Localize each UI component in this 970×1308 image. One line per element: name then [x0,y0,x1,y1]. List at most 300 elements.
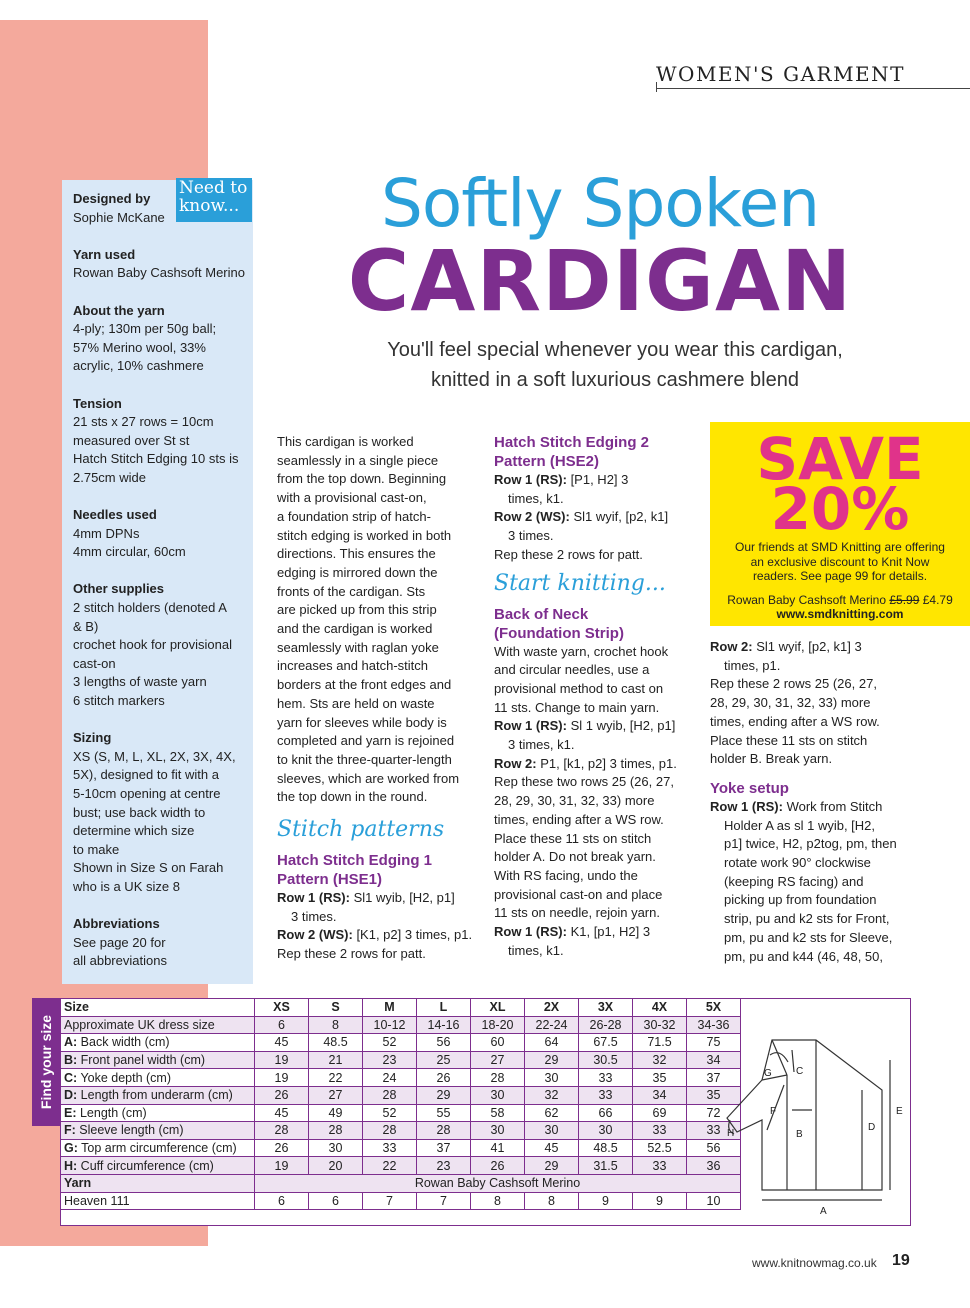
table-row [61,1034,741,1052]
table-cell: 36 [687,1157,741,1175]
row-label: Row 1 (RS): [710,798,783,814]
intro-paragraph [277,433,477,807]
info-line: Shown in Size S on Farah [73,860,224,876]
yoke-setup-heading: Yoke setup [710,779,789,797]
row-key: A: [64,1035,78,1050]
table-cell: 23 [363,1051,417,1069]
neck-row2 [494,755,694,774]
hse1-heading [277,851,477,889]
table-cell: 52.5 [633,1139,687,1157]
size-table [60,998,741,1210]
diagram-label-e: E [896,1106,903,1117]
strip-row2-cont: times, p1. [724,657,781,673]
diagram-label-a: A [820,1206,827,1217]
table-cell: 26 [255,1139,309,1157]
info-section [73,729,253,896]
paragraph-line: rotate work 90° clockwise [724,855,871,871]
table-cell: 41 [471,1139,525,1157]
info-line: & B) [73,618,99,634]
info-line: See page 20 for [73,934,166,950]
paragraph-line: provisional cast-on and place [494,886,663,902]
header-cell: Size [61,999,255,1017]
table-row [61,1157,741,1175]
table-cell: 14-16 [417,1016,471,1034]
row-text: Sl1 wyib, [H2, p1] [349,890,455,906]
table-cell: 33 [687,1122,741,1140]
header-cell: L [417,999,471,1017]
table-cell: 37 [687,1069,741,1087]
hse2-row1 [494,471,694,490]
intro-line: sleeves, which are worked from [277,770,460,786]
table-cell: 56 [687,1139,741,1157]
row-text: P1, [k1, p2] 3 times, p1. [536,755,677,771]
paragraph-line: and circular needles, use a [494,662,650,678]
row-label: Yoke depth (cm) [77,1070,172,1085]
back-of-neck-heading-line: (Foundation Strip) [494,624,624,642]
paragraph-line: Rep these 2 rows 25 (26, 27, [710,676,877,692]
table-cell: 25 [417,1051,471,1069]
info-line: cast-on [73,655,116,671]
row-label-cell [61,1034,255,1052]
intro-line: with a provisional cast-on, [277,490,427,506]
hse2-repeat: Rep these 2 rows for patt. [494,546,643,562]
info-line: who is a UK size 8 [73,878,180,894]
info-section [73,395,253,488]
paragraph-line: strip, pu and k2 sts for Front, [724,911,890,927]
table-cell: 24 [363,1069,417,1087]
table-cell: 48.5 [579,1139,633,1157]
table-cell: 6 [255,1016,309,1034]
paragraph-line: Place these 11 sts on stitch [494,830,652,846]
row-label: Row 1 (RS): [494,472,567,487]
table-row [61,1051,741,1069]
table-cell: 71.5 [633,1034,687,1052]
table-cell: 66 [579,1104,633,1122]
paragraph-line: 28, 29, 30, 31, 32, 33) more [494,793,655,809]
table-cell: 10-12 [363,1016,417,1034]
row-label: Front panel width (cm) [77,1053,206,1068]
info-line: to make [73,841,120,857]
strip-row2 [710,638,920,657]
header-cell: S [309,999,363,1017]
table-cell: 7 [363,1192,417,1210]
row-label: Approximate UK dress size [64,1017,215,1032]
table-cell: 6 [309,1192,363,1210]
info-line: 4mm circular, 60cm [73,544,186,560]
info-line: bust; use back width to [73,804,206,820]
intro-line: directions. This ensures the [277,546,436,562]
hse2-heading [494,433,694,471]
info-line: 4mm DPNs [73,525,140,541]
table-cell: 48.5 [309,1034,363,1052]
paragraph-line: picking up from foundation [724,892,877,908]
promo-new-price: £4.79 [922,592,953,607]
intro-line: and the cardigan is worked [277,621,433,637]
subtitle [320,335,910,395]
table-cell: 34 [687,1051,741,1069]
back-of-neck-heading [494,605,694,643]
table-header-row [61,999,741,1017]
intro-line: seamlessly with raglan yoke [277,639,439,655]
row-key: C: [64,1070,78,1085]
table-cell: 26 [471,1157,525,1175]
row-text: Sl1 wyif, [p2, k1] [569,509,669,525]
table-row [61,1069,741,1087]
info-heading: Abbreviations [73,916,160,932]
promo-product: Rowan Baby Cashsoft Merino [727,592,886,607]
row-label: Cuff circumference (cm) [77,1158,214,1173]
paragraph-line: Rep these two rows 25 (26, 27, [494,774,674,790]
header-cell: 5X [687,999,741,1017]
hse1-heading-line: Hatch Stitch Edging 1 [277,852,433,870]
dim-c [792,1050,794,1072]
promo-price [710,593,970,608]
header-cell: M [363,999,417,1017]
paragraph-line: pm, pu and k2 sts for Sleeve, [724,929,893,945]
hse1-row1-cont: 3 times. [291,908,337,924]
table-cell: 22 [309,1069,363,1087]
promo-url[interactable]: www.smdknitting.com [776,607,904,621]
neck-row1-cont: 3 times, k1. [508,737,575,753]
colour-label: Heaven 111 [61,1192,255,1210]
table-cell: 27 [471,1051,525,1069]
yoke-row1-cont [710,817,920,967]
promo-line: Our friends at SMD Knitting are offering [735,540,945,554]
intro-line: yarn for sleeves while body is [277,714,447,730]
info-section [73,915,253,971]
info-line: Rowan Baby Cashsoft Merino [73,265,245,281]
paragraph-line: holder A. Do not break yarn. [494,849,656,865]
row-label-cell [61,1122,255,1140]
yarn-row [61,1174,741,1192]
row-key: G: [64,1141,78,1156]
hse2-row2 [494,508,694,527]
intro-line: a foundation strip of hatch- [277,508,431,524]
paragraph-line: holder B. Break yarn. [710,751,833,767]
table-cell: 55 [417,1104,471,1122]
info-heading: Designed by [73,191,151,206]
diagram-label-c: C [796,1066,804,1077]
table-cell: 28 [417,1122,471,1140]
back-of-neck-paragraph [494,643,694,718]
table-cell: 30 [471,1122,525,1140]
info-line: 2 stitch holders (denoted A [73,600,227,616]
intro-line: fronts of the cardigan. Sts [277,583,426,599]
title-line-2: CARDIGAN [347,232,853,330]
column-3 [710,638,920,966]
table-cell: 19 [255,1051,309,1069]
row-label-cell [61,1139,255,1157]
paragraph-line: 11 sts. Change to main yarn. [494,699,660,715]
table-cell: 69 [633,1104,687,1122]
table-cell: 26-28 [579,1016,633,1034]
table-cell: 58 [471,1104,525,1122]
table-cell: 30.5 [579,1051,633,1069]
table-cell: 37 [417,1139,471,1157]
table-cell: 33 [363,1139,417,1157]
table-row [61,1016,741,1034]
row-label-cell [61,1086,255,1104]
intro-line: edging is mirrored down the [277,564,438,580]
info-heading: Needles used [73,507,157,523]
paragraph-line: (keeping RS facing) and [724,873,864,889]
column-2 [494,433,694,960]
info-section [73,246,253,283]
info-section [73,580,253,710]
back-of-neck-heading-line: Back of Neck [494,605,589,623]
page-number: 19 [892,1252,910,1269]
info-section [73,302,253,376]
footer-url[interactable]: www.knitnowmag.co.uk [752,1256,877,1270]
table-cell: 26 [417,1069,471,1087]
subtitle-line-1: You'll feel special whenever you wear this cardigan, [387,339,843,361]
info-line: acrylic, 10% cashmere [73,358,204,374]
intro-line: stitch edging is worked in both [277,527,452,543]
info-line: 5X), designed to fit with a [73,767,219,783]
intro-line: This cardigan is worked [277,434,414,449]
table-cell: 26 [255,1086,309,1104]
neck-row1-second-cont: times, k1. [508,942,564,958]
table-cell: 52 [363,1034,417,1052]
table-cell: 45 [525,1139,579,1157]
hse2-heading-line: Hatch Stitch Edging 2 [494,434,650,451]
info-line: Sophie McKane [73,209,165,225]
info-heading: Yarn used [73,246,136,262]
paragraph-line: Place these 11 sts on stitch [710,732,868,748]
row-text: Sl 1 wyib, [H2, p1] [566,718,676,734]
row-label-cell [61,1051,255,1069]
table-cell: 8 [471,1192,525,1210]
table-cell: 64 [525,1034,579,1052]
need-to-know-badge: Need to know... [176,178,252,222]
subtitle-line-2: knitted in a soft luxurious cashmere blend [431,369,799,391]
column-1 [277,433,477,964]
yoke-row1 [710,798,920,817]
intro-line: borders at the front edges and [277,677,452,693]
info-heading: Sizing [73,730,112,746]
table-cell: 30 [579,1122,633,1140]
row-text: [P1, H2] 3 [566,472,629,487]
intro-line: completed and yarn is rejoined [277,733,455,749]
paragraph-line: times, ending after a WS row. [494,811,664,827]
row-label-cell [61,1016,255,1034]
need-to-know-text [73,190,253,990]
table-cell: 67.5 [579,1034,633,1052]
diagram-label-b: B [796,1129,803,1140]
table-cell: 18-20 [471,1016,525,1034]
neck-row1 [494,717,694,736]
table-cell: 35 [687,1086,741,1104]
row-text: Sl1 wyif, [p2, k1] 3 [752,639,862,654]
table-cell: 8 [309,1016,363,1034]
row-key: F: [64,1123,76,1138]
table-cell: 45 [255,1104,309,1122]
neck-repeat-paragraph [494,773,694,923]
info-heading: Other supplies [73,581,165,597]
diagram-label-h: H [727,1128,735,1139]
info-heading: Tension [73,395,122,411]
table-cell: 28 [309,1122,363,1140]
info-line: all abbreviations [73,953,167,969]
info-line: 57% Merino wool, 33% [73,339,206,355]
table-cell: 20 [309,1157,363,1175]
save-percent: 20% [770,475,910,543]
paragraph-line: 28, 29, 30, 31, 32, 33) more [710,695,871,711]
info-section [73,190,253,227]
row-label: Row 1 (RS): [277,890,350,906]
table-cell: 19 [255,1069,309,1087]
diagram-label-f: F [770,1106,777,1117]
diagram-label-g: G [764,1068,772,1079]
table-cell: 30 [525,1122,579,1140]
row-label-cell [61,1157,255,1175]
table-cell: 52 [363,1104,417,1122]
row-label: Row 2: [494,755,537,771]
row-key: B: [64,1053,78,1068]
find-your-size-label: Find your size [38,1014,54,1110]
hse2-row1-cont: times, k1. [508,490,564,506]
yarn-label: Yarn [64,1176,92,1191]
table-cell: 30-32 [633,1016,687,1034]
header-cell: XS [255,999,309,1017]
paragraph-line: 11 sts on needle, rejoin yarn. [494,905,660,921]
row-text: [K1, p2] 3 times, p1. [352,927,473,943]
header-cell: 3X [579,999,633,1017]
intro-line: seamlessly in a single piece [277,452,439,468]
schematic-outline [727,1040,882,1190]
table-cell: 9 [579,1192,633,1210]
info-line: XS (S, M, L, XL, 2X, 3X, 4X, [73,748,236,764]
yarn-name-cell: Rowan Baby Cashsoft Merino [255,1174,741,1192]
diagram-label-d: D [868,1122,876,1133]
yarn-label-cell [61,1174,255,1192]
intro-line: to knit the three-quarter-length [277,751,452,767]
info-line: Hatch Stitch Edging 10 sts is [73,451,239,467]
hse2-row2-cont: 3 times. [508,528,554,544]
table-cell: 30 [471,1086,525,1104]
row-text: Work from Stitch [782,798,883,814]
table-cell: 60 [471,1034,525,1052]
table-cell: 9 [633,1192,687,1210]
table-cell: 34 [633,1086,687,1104]
table-cell: 22-24 [525,1016,579,1034]
header-cell: 2X [525,999,579,1017]
title-line-1: Softly Spoken [380,165,820,242]
table-cell: 10 [687,1192,741,1210]
intro-line: are picked up from this strip [277,602,437,618]
info-line: 21 sts x 27 rows = 10cm [73,414,214,430]
table-cell: 30 [309,1139,363,1157]
paragraph-line: times, ending after a WS row. [710,713,880,729]
info-line: crochet hook for provisional [73,637,232,653]
save-word: SAVE [756,425,924,493]
table-cell: 33 [633,1157,687,1175]
table-row [61,1139,741,1157]
row-key: H: [64,1158,78,1173]
row-label: Row 1 (RS): [494,718,567,734]
paragraph-line: provisional method to cast on [494,680,664,696]
promo-old-price: £5.99 [889,592,920,607]
info-line: measured over St st [73,432,190,448]
intro-line: the top down in the round. [277,789,428,805]
info-line: 5-10cm opening at centre [73,786,221,801]
hse1-row2 [277,926,477,945]
row-label-cell [61,1069,255,1087]
row-label: Top arm circumference (cm) [77,1141,237,1156]
table-cell: 29 [417,1086,471,1104]
start-knitting-heading: Start knitting... [494,570,666,596]
row-label: Length from underarm (cm) [77,1088,233,1103]
table-cell: 56 [417,1034,471,1052]
table-cell: 32 [525,1086,579,1104]
row-label: Length (cm) [76,1105,147,1120]
info-line: 4-ply; 130m per 50g ball; [73,321,217,337]
intro-line: increases and hatch-stitch [277,658,429,674]
hse1-heading-line: Pattern (HSE1) [277,871,383,889]
table-cell: 23 [417,1157,471,1175]
info-section [73,506,253,562]
table-cell: 28 [363,1086,417,1104]
table-row [61,1122,741,1140]
row-label: Row 2: [710,639,753,654]
paragraph-line: Holder A as sl 1 wyib, [H2, [724,817,876,833]
section-label: WOMEN'S GARMENT [656,62,905,86]
promo-line: readers. See page 99 for details. [752,569,928,583]
table-cell: 30 [525,1069,579,1087]
row-label: Back width (cm) [77,1035,170,1050]
row-label: Row 2 (WS): [494,509,570,525]
intro-line: from the top down. Beginning [277,471,447,487]
table-cell: 45 [255,1034,309,1052]
table-cell: 33 [579,1069,633,1087]
info-line: 3 lengths of waste yarn [73,674,207,690]
promo-line: an exclusive discount to Knit Now [750,554,930,569]
table-cell: 8 [525,1192,579,1210]
paragraph-line: With RS facing, undo the [494,867,638,883]
table-cell: 34-36 [687,1016,741,1034]
row-label: Row 2 (WS): [277,927,353,943]
save-20-promo [710,422,970,626]
table-cell: 75 [687,1034,741,1052]
table-cell: 6 [255,1192,309,1210]
table-cell: 31.5 [579,1157,633,1175]
table-cell: 7 [417,1192,471,1210]
table-cell: 28 [363,1122,417,1140]
table-cell: 27 [309,1086,363,1104]
table-cell: 29 [525,1051,579,1069]
find-your-size-label-wrap [32,998,60,1126]
header-cell: 4X [633,999,687,1017]
table-cell: 33 [579,1086,633,1104]
info-heading: About the yarn [73,302,165,318]
info-line: determine which size [73,823,195,839]
table-cell: 28 [471,1069,525,1087]
row-key: D: [64,1088,78,1103]
paragraph-line: p1] twice, H2, p2tog, pm, then [724,836,897,852]
table-row [61,1104,741,1122]
header-cell: XL [471,999,525,1017]
table-cell: 72 [687,1104,741,1122]
paragraph-line: pm, pu and k44 (46, 48, 50, [724,948,883,964]
row-label-cell [61,1104,255,1122]
neck-row1-second [494,923,694,942]
table-cell: 33 [633,1122,687,1140]
row-key: E: [64,1105,77,1120]
hse1-repeat: Rep these 2 rows for patt. [277,946,426,962]
table-row [61,1086,741,1104]
table-cell: 32 [633,1051,687,1069]
info-line: 6 stitch markers [73,693,165,709]
